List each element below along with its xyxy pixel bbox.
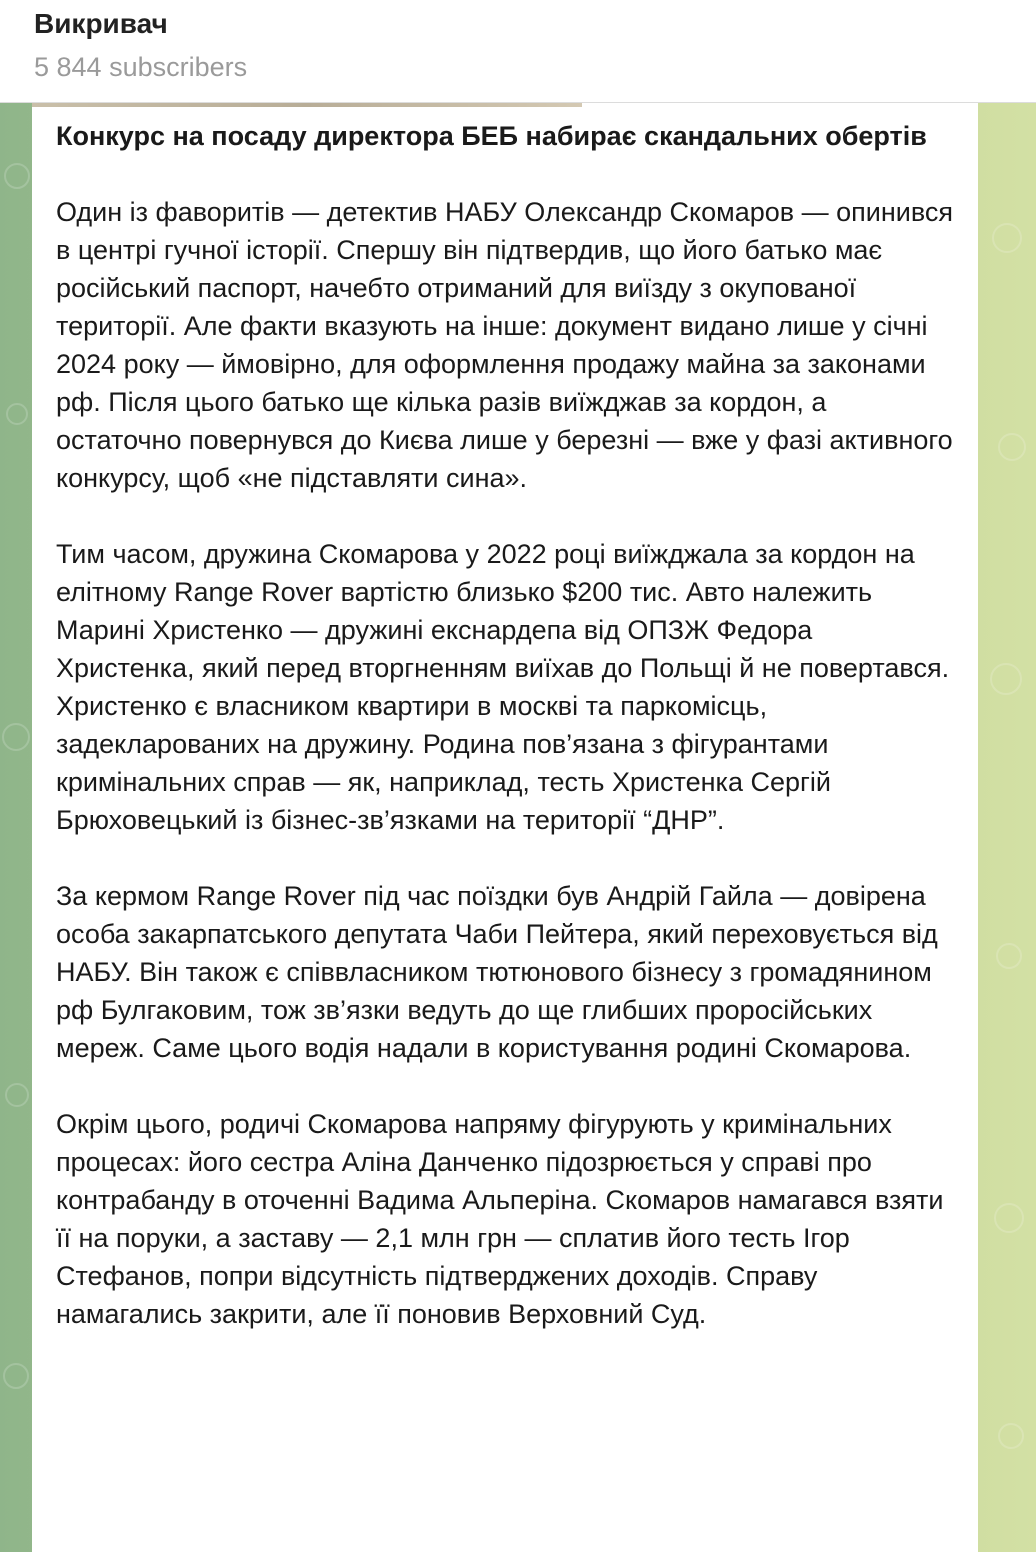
message-text	[56, 117, 956, 1371]
wallpaper-doodle	[990, 663, 1022, 695]
post-paragraph: Один із фаворитів — детектив НАБУ Олександр Скомаров — опинився в центрі гучної історії. Спершу він підтвердив, що його батько має російський паспорт, начебто отриманий для виїзду з окупованої території. Але факти вказують на інше: документ видано лише у січні 2024 року — ймовірно, для оформлення продажу майна за законами рф. Після цього батько ще кілька разів виїжджав за кордон, а остаточно повернувся до Києва лише у березні — вже у фазі активного конкурсу, щоб «не підставляти сина».	[56, 197, 953, 493]
post-title: Конкурс на посаду директора БЕБ набирає скандальних обертів	[56, 121, 927, 151]
wallpaper-doodle	[998, 1423, 1024, 1449]
wallpaper-doodle	[2, 723, 30, 751]
wallpaper-doodle	[5, 1083, 29, 1107]
post-paragraph: Окрім цього, родичі Скомарова напряму фігурують у кримінальних процесах: його сестра Аліна Данченко підозрюється у справі про контрабанду в оточенні Вадима Альперіна. Скомаров намагався взяти її на поруки, а заставу — 2,1 млн грн — сплатив його тесть Ігор Стефанов, попри відсутність підтверджених доходів. Справу намагались закрити, але її поновив Верховний Суд.	[56, 1109, 944, 1329]
post-paragraph: За кермом Range Rover під час поїздки був Андрій Гайла — довірена особа закарпатського депутата Чаби Пейтера, який переховується від НАБУ. Він також є співвласником тютюнового бізнесу з громадянином рф Булгаковим, тож зв’язки ведуть до ще глибших проросійських мереж. Саме цього водія надали в користування родині Скомарова.	[56, 881, 938, 1063]
wallpaper-doodle	[6, 403, 28, 425]
wallpaper-doodle	[4, 163, 30, 189]
subscriber-count: 5 844 subscribers	[34, 52, 248, 82]
wallpaper-doodle	[3, 1363, 29, 1389]
message-bubble[interactable]	[32, 103, 978, 1552]
post-paragraph: Тим часом, дружина Скомарова у 2022 році виїжджала за кордон на елітному Range Rover вартістю близько $200 тис. Авто належить Марині Христенко — дружині екснардепа від ОПЗЖ Федора Христенка, який перед вторгненням виїхав до Польщі й не повертався. Христенко є власником квартири в москві та паркомісць, задекларованих на дружину. Родина пов’язана з фігурантами кримінальних справ — як, наприклад, тесть Христенка Сергій Брюховецький із бізнес-зв’язками на території “ДНР”.	[56, 539, 950, 835]
wallpaper-doodle	[992, 223, 1022, 253]
wallpaper-doodle	[998, 433, 1026, 461]
channel-header[interactable]	[0, 0, 1036, 103]
wallpaper-doodle	[994, 1203, 1024, 1233]
channel-title[interactable]: Викривач	[34, 8, 168, 39]
wallpaper-doodle	[996, 943, 1022, 969]
media-preview-edge[interactable]	[32, 103, 582, 107]
